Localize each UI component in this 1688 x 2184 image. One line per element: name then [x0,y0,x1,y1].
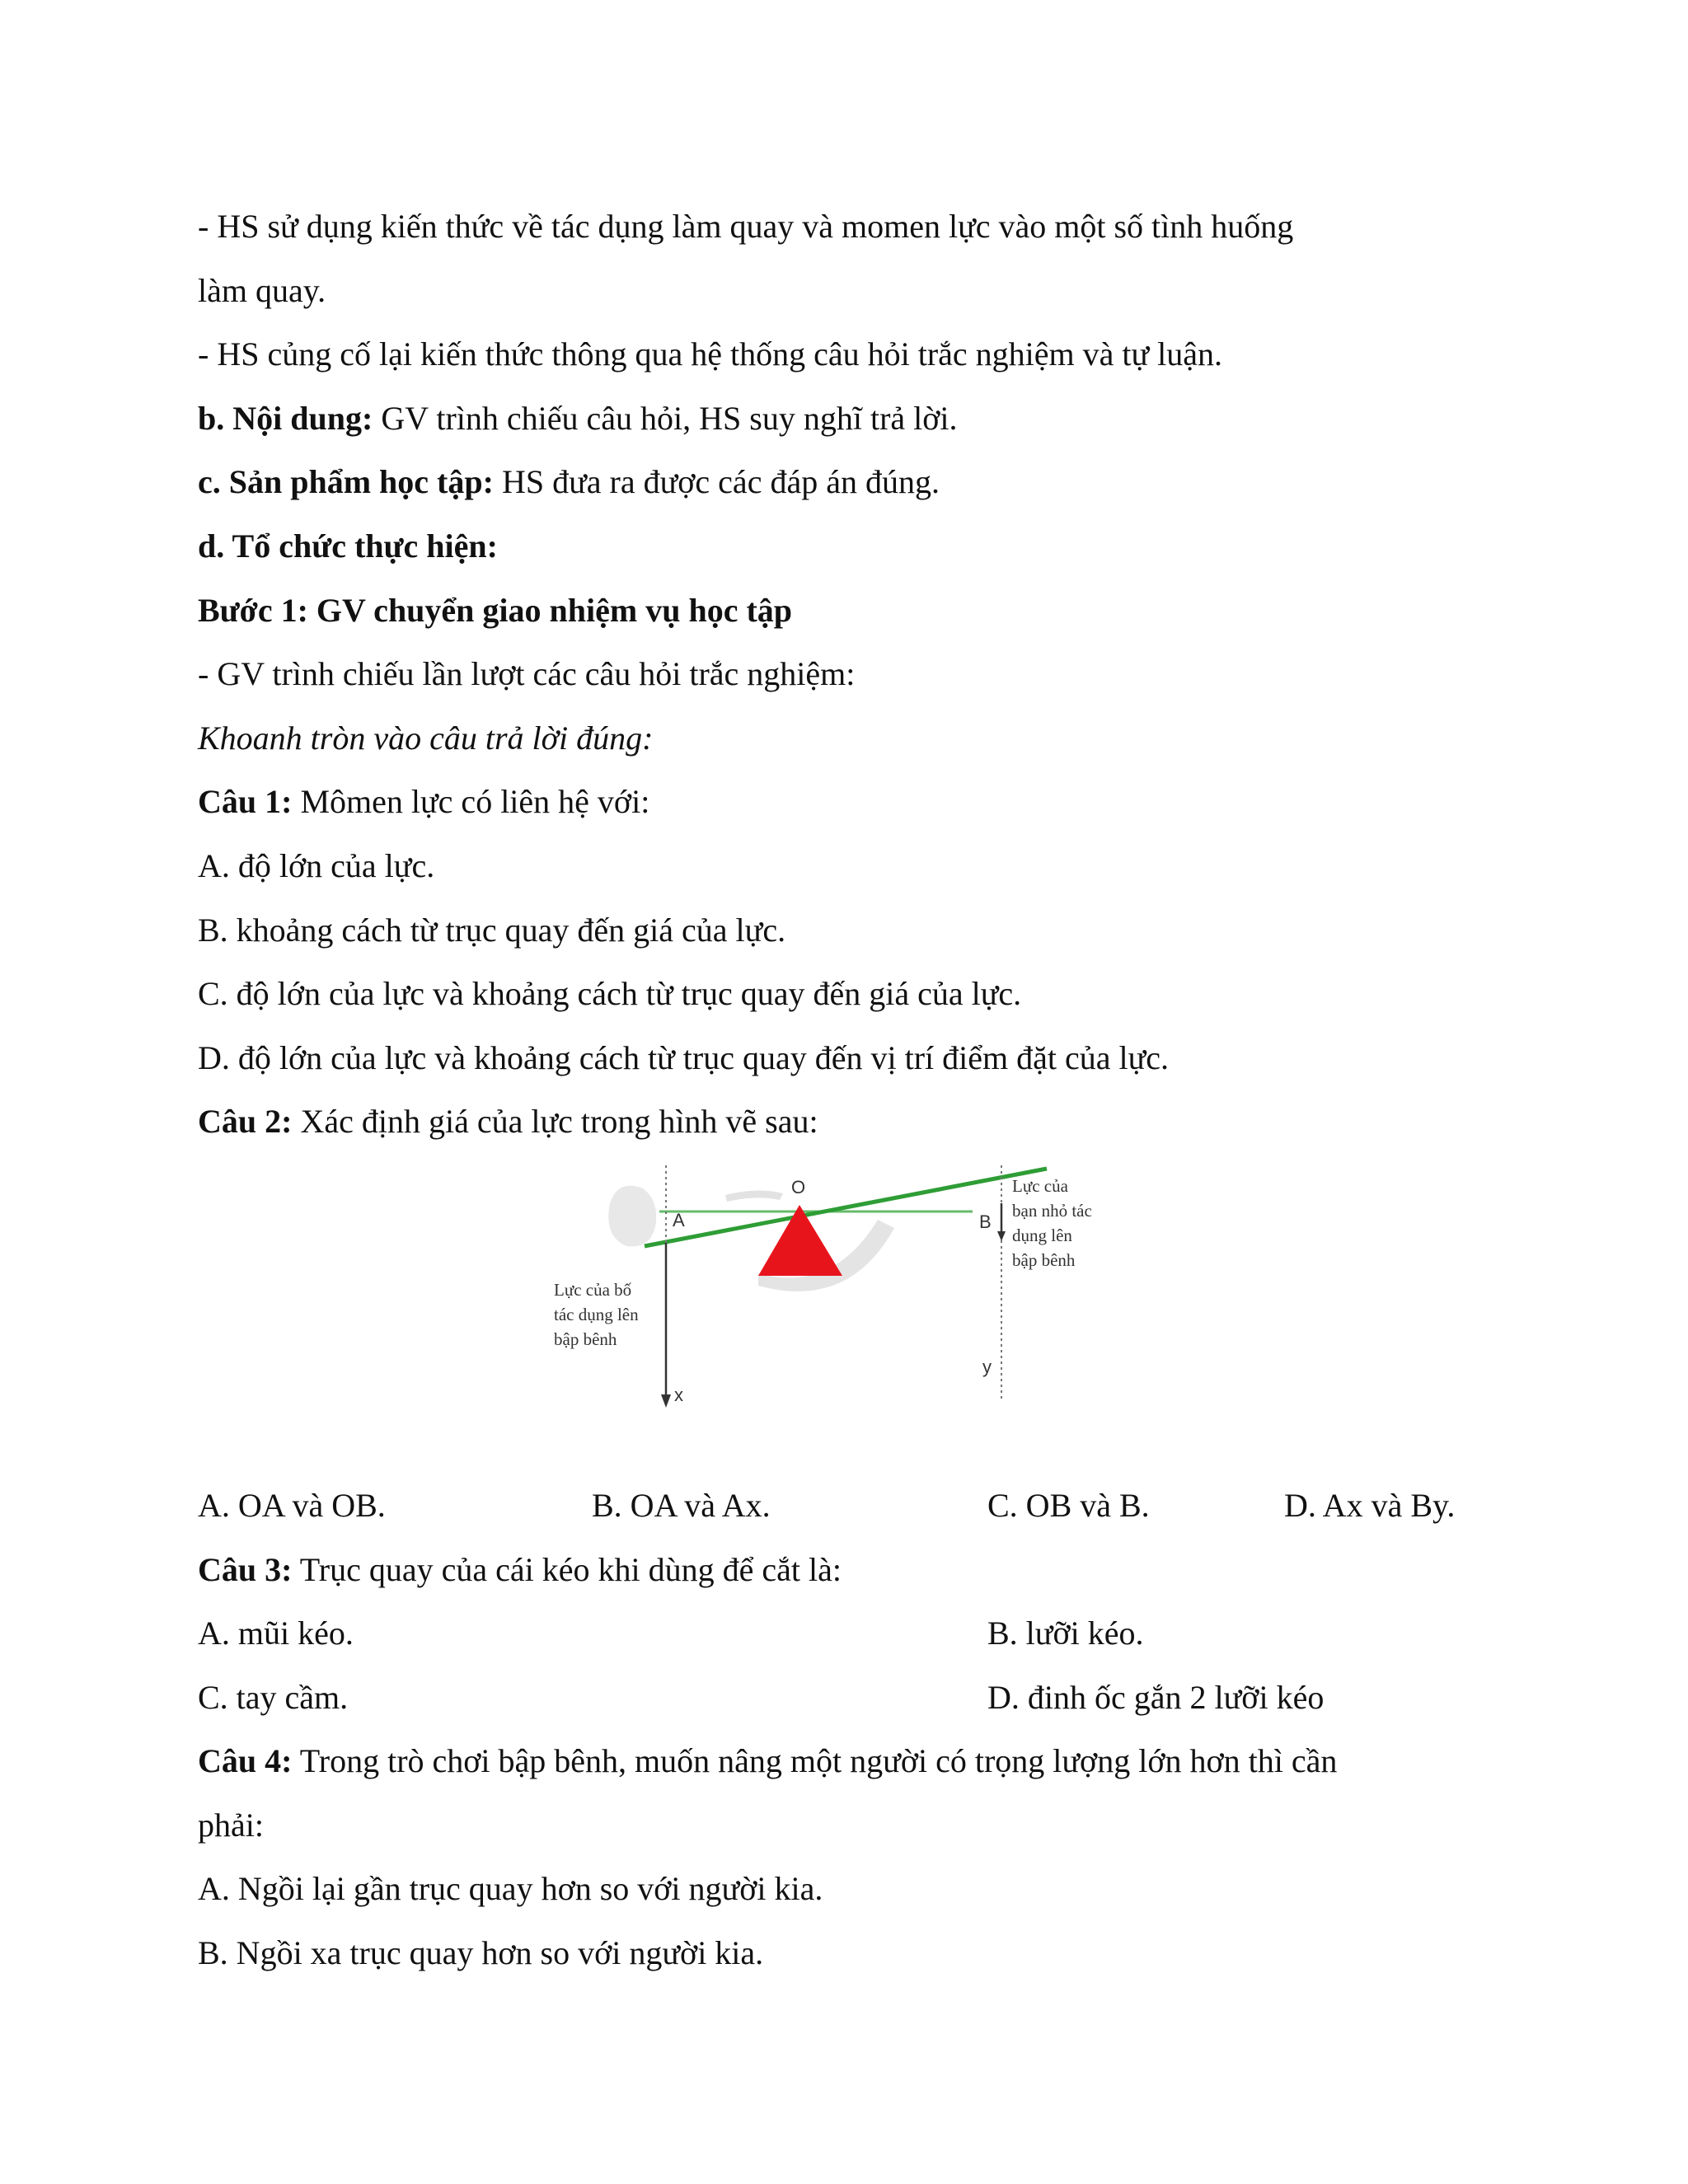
background-stroke [725,1190,783,1202]
q3-option-d: D. đinh ốc gắn 2 lưỡi kéo [987,1678,1325,1716]
q2-option-b: B. OA và Ax. [592,1486,771,1524]
q3-options-row-2 [198,1666,1492,1730]
section-content [198,387,1492,451]
step-1-heading: Bước 1: GV chuyển giao nhiệm vụ học tập [198,591,793,629]
q1-option-c: C. độ lớn của lực và khoảng cách từ trục quay đến giá của lực. [198,975,1022,1013]
label-o: O [791,1176,806,1197]
section-content-text: GV trình chiếu câu hỏi, HS suy nghĩ trả lời. [373,399,958,437]
label-y: y [982,1356,992,1377]
question-3-label: Câu 3: [198,1550,293,1588]
q2-option-d: D. Ax và By. [1284,1486,1456,1524]
arrow-x [661,1394,671,1408]
left-force-caption [554,1280,643,1349]
q4-option-a: A. Ngồi lại gần trục quay hơn so với người kia. [198,1870,823,1908]
right-caption-line-2: bạn nhỏ tác [1012,1200,1092,1221]
right-caption-line-3: dụng lên [1012,1225,1072,1245]
q1-option-b: B. khoảng cách từ trục quay đến giá của lực. [198,911,786,949]
left-caption-line-2: tác dụng lên [554,1304,639,1324]
section-content-label: b. Nội dung: [198,399,373,437]
question-1-label: Câu 1: [198,783,293,821]
label-x: x [674,1384,683,1405]
left-caption-line-1: Lực của bố [554,1279,632,1300]
instruction: Khoanh tròn vào câu trả lời đúng: [198,719,654,757]
q2-option-a: A. OA và OB. [198,1486,386,1524]
question-1 [198,770,1492,834]
question-2-label: Câu 2: [198,1103,293,1141]
label-b: B [979,1211,992,1232]
question-4-text: Trong trò chơi bập bênh, muốn nâng một người có trọng lượng lớn hơn thì cần [292,1742,1338,1780]
question-4 [198,1729,1492,1793]
question-2-text: Xác định giá của lực trong hình vẽ sau: [292,1103,818,1141]
right-caption-line-1: Lực của [1012,1175,1068,1196]
question-3-text: Trục quay của cái kéo khi dùng để cắt là: [292,1550,842,1588]
section-product-text: HS đưa ra được các đáp án đúng. [493,463,940,501]
q3-option-a: A. mũi kéo. [198,1615,354,1652]
seesaw-diagram [552,1154,1146,1434]
question-3 [198,1538,1492,1602]
arrow-b [997,1231,1006,1241]
right-caption-line-4: bập bênh [1012,1249,1076,1270]
question-1-text: Mômen lực có liên hệ với: [292,783,650,821]
q1-option-a: A. độ lớn của lực. [198,846,435,884]
section-organization: d. Tổ chức thực hiện: [198,527,498,565]
fulcrum-triangle [758,1205,842,1276]
right-force-caption [1012,1176,1096,1270]
question-4-cont: phải: [198,1806,264,1844]
q2-options [198,1474,1492,1538]
intro-line-2: - HS củng cố lại kiến thức thông qua hệ thống câu hỏi trắc nghiệm và tự luận. [198,335,1223,373]
q2-option-c: C. OB và B. [987,1486,1150,1524]
seesaw-beam [645,1169,1047,1246]
left-caption-line-3: bập bênh [554,1329,617,1349]
question-4-label: Câu 4: [198,1742,293,1780]
question-2 [198,1090,1492,1154]
q3-option-b: B. lưỡi kéo. [987,1615,1144,1652]
intro-line-1-cont: làm quay. [198,271,326,309]
q3-option-c: C. tay cầm. [198,1678,349,1716]
q3-options-row-1 [198,1601,1492,1666]
section-product [198,450,1492,514]
label-a: A [673,1209,685,1230]
document-body [198,194,1492,1985]
step-1-text: - GV trình chiếu lần lượt các câu hỏi trắc nghiệm: [198,655,856,693]
background-apple-icon [608,1185,656,1246]
section-product-label: c. Sản phẩm học tập: [198,463,494,501]
seesaw-figure [198,1154,1492,1474]
intro-line-1: - HS sử dụng kiến thức về tác dụng làm quay và momen lực vào một số tình huống [198,208,1294,245]
q4-option-b: B. Ngồi xa trục quay hơn so với người kia. [198,1934,764,1972]
q1-option-d: D. độ lớn của lực và khoảng cách từ trục quay đến vị trí điểm đặt của lực. [198,1038,1170,1076]
